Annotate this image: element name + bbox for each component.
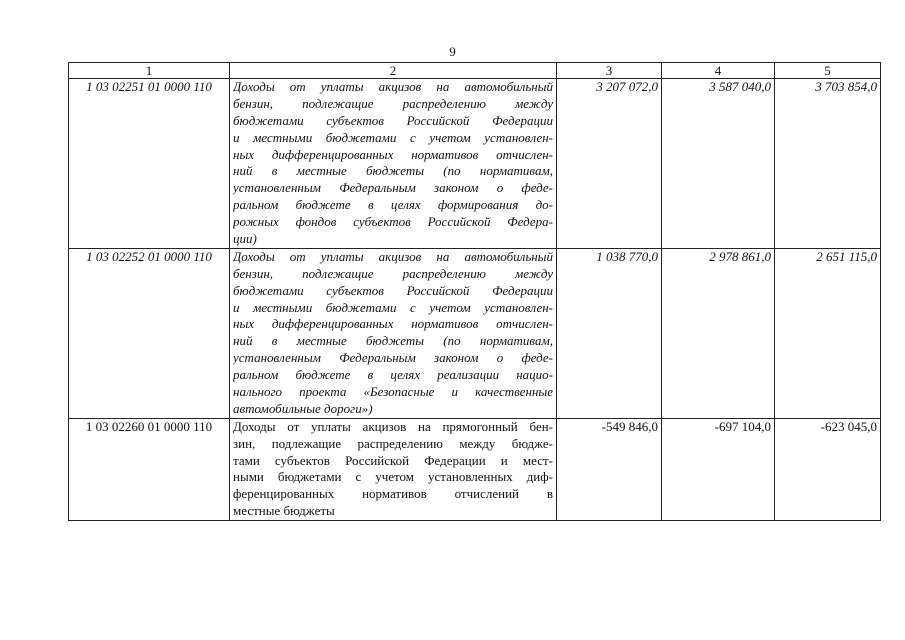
description-line: и местными бюджетами с учетом установлен- bbox=[233, 129, 553, 145]
value-col-4: 2 978 861,0 bbox=[662, 248, 775, 418]
description-line: Доходы от уплаты акцизов на автомобильный bbox=[233, 79, 553, 94]
revenue-code: 1 03 02260 01 0000 110 bbox=[69, 418, 230, 520]
description-line: тами субъектов Российской Федерации и мест- bbox=[233, 452, 553, 468]
description-line: ных дифференцированных нормативов отчислен- bbox=[233, 146, 553, 162]
revenue-description bbox=[230, 79, 557, 249]
description-line: ний в местные бюджеты (по нормативам, bbox=[233, 333, 553, 349]
header-row bbox=[69, 63, 881, 79]
table-row bbox=[69, 418, 881, 520]
description-line: рожных фондов субъектов Российской Федера- bbox=[233, 214, 553, 230]
description-line: бюджетами субъектов Российской Федерации bbox=[233, 282, 553, 298]
column-header-5: 5 bbox=[775, 63, 881, 79]
page-number: 9 bbox=[449, 44, 456, 59]
description-line: ными бюджетами с учетом установленных диф- bbox=[233, 469, 553, 485]
budget-table bbox=[68, 62, 881, 521]
revenue-description bbox=[230, 418, 557, 520]
value-col-3: 1 038 770,0 bbox=[557, 248, 662, 418]
description-line: бензин, подлежащие распределению между bbox=[233, 95, 553, 111]
value-col-3: 3 207 072,0 bbox=[557, 79, 662, 249]
column-header-4: 4 bbox=[662, 63, 775, 79]
description-line: и местными бюджетами с учетом установлен- bbox=[233, 299, 553, 315]
revenue-description bbox=[230, 248, 557, 418]
column-header-3: 3 bbox=[557, 63, 662, 79]
value-col-3: -549 846,0 bbox=[557, 418, 662, 520]
description-line: бюджетами субъектов Российской Федерации bbox=[233, 112, 553, 128]
value-col-4: 3 587 040,0 bbox=[662, 79, 775, 249]
description-line: ции) bbox=[233, 231, 257, 247]
description-line: автомобильные дороги») bbox=[233, 400, 373, 416]
description-line: нального проекта «Безопасные и качественные bbox=[233, 384, 553, 400]
description-line: ний в местные бюджеты (по нормативам, bbox=[233, 163, 553, 179]
description-line: бензин, подлежащие распределению между bbox=[233, 265, 553, 281]
value-col-5: 3 703 854,0 bbox=[775, 79, 881, 249]
value-col-4: -697 104,0 bbox=[662, 418, 775, 520]
column-header-2: 2 bbox=[230, 63, 557, 79]
table-row bbox=[69, 79, 881, 249]
description-line: местные бюджеты bbox=[233, 503, 335, 519]
value-col-5: 2 651 115,0 bbox=[775, 248, 881, 418]
description-line: Доходы от уплаты акцизов на автомобильный bbox=[233, 248, 553, 264]
revenue-code: 1 03 02251 01 0000 110 bbox=[69, 79, 230, 249]
description-line: ных дифференцированных нормативов отчислен- bbox=[233, 316, 553, 332]
description-line: установленным Федеральным законом о феде- bbox=[233, 350, 553, 366]
revenue-code: 1 03 02252 01 0000 110 bbox=[69, 248, 230, 418]
description-line: ральном бюджете в целях формирования до- bbox=[233, 197, 553, 213]
table-row bbox=[69, 248, 881, 418]
description-line: установленным Федеральным законом о феде- bbox=[233, 180, 553, 196]
description-line: Доходы от уплаты акцизов на прямогонный бен- bbox=[233, 418, 553, 434]
column-header-1: 1 bbox=[69, 63, 230, 79]
description-line: зин, подлежащие распределению между бюдже- bbox=[233, 435, 553, 451]
description-line: ральном бюджете в целях реализации нацио- bbox=[233, 367, 553, 383]
description-line: ференцированных нормативов отчислений в bbox=[233, 486, 553, 502]
value-col-5: -623 045,0 bbox=[775, 418, 881, 520]
